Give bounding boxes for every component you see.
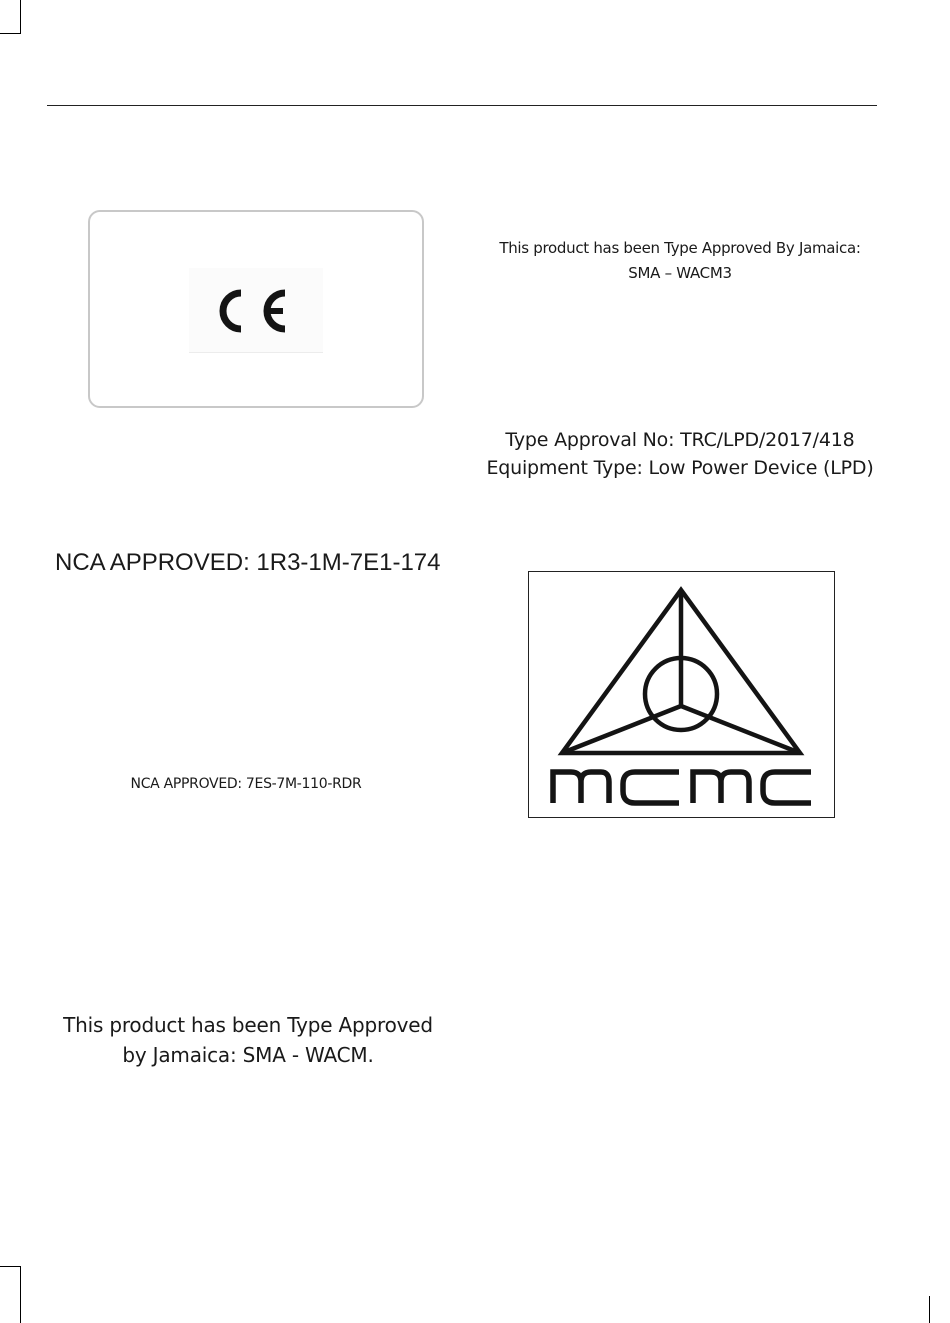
jamaica-approval-large (40, 1010, 456, 1070)
jamaica-approval-small (480, 236, 880, 286)
crop-mark (929, 1296, 930, 1323)
jamaica-approval-small-line2: SMA – WACM3 (628, 264, 732, 282)
mcmc-logo-icon (529, 572, 834, 817)
nca-approved-large: NCA APPROVED: 1R3-1M-7E1-174 (55, 549, 441, 576)
equipment-type: Equipment Type: Low Power Device (LPD) (486, 457, 874, 479)
header-rule (47, 105, 877, 106)
type-approval-block (470, 426, 890, 482)
mcmc-logo-box (528, 571, 835, 818)
jamaica-approval-small-line1: This product has been Type Approved By Jamaica: (499, 239, 861, 257)
type-approval-number: Type Approval No: TRC/LPD/2017/418 (505, 429, 855, 451)
jamaica-approval-large-line1: This product has been Type Approved (63, 1013, 433, 1037)
crop-mark (20, 0, 21, 34)
crop-mark (20, 1266, 21, 1323)
crop-mark (0, 1266, 20, 1267)
ce-mark-icon (219, 287, 299, 335)
jamaica-approval-large-line2: by Jamaica: SMA - WACM. (122, 1043, 374, 1067)
crop-mark (0, 33, 20, 34)
ce-mark-card (88, 210, 424, 408)
ce-mark-panel (189, 268, 323, 353)
nca-approved-small: NCA APPROVED: 7ES-7M-110-RDR (130, 776, 362, 792)
